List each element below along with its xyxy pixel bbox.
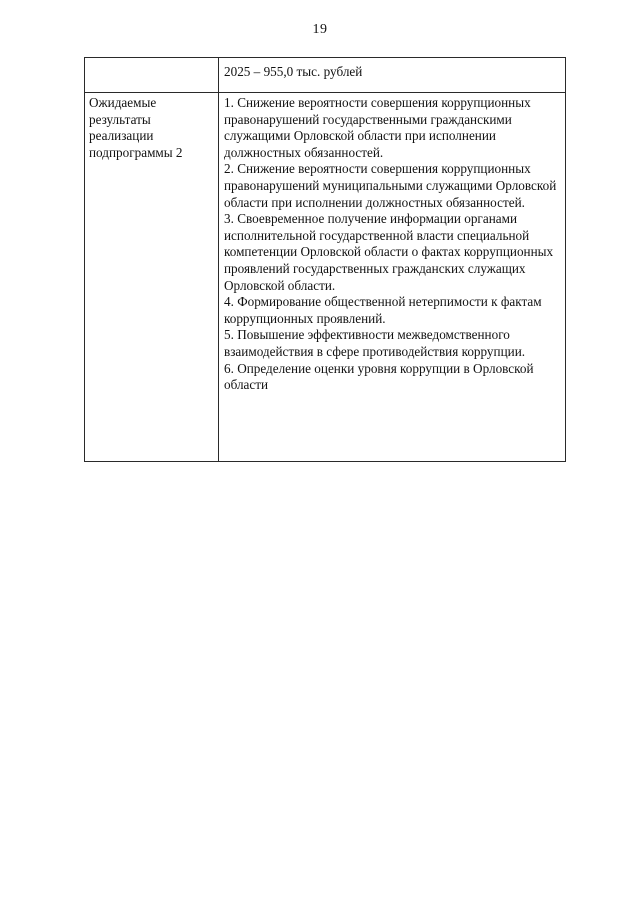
page-number: 19 <box>312 22 328 37</box>
result-item: 3. Своевременное получение информации органами исполнительной государственной власти специальной компетенции Орловской области о фактах коррупционных проявлений государственных гражданских служащих Орловской области. <box>224 211 554 293</box>
table-row-expected-results <box>85 93 566 462</box>
result-item: 1. Снижение вероятности совершения коррупционных правонарушений государственными гражданскими служащими Орловской области при исполнении должностных обязанностей. <box>224 95 531 160</box>
table-row-funding <box>85 58 566 93</box>
result-item: 6. Определение оценки уровня коррупции в Орловской области <box>224 360 534 393</box>
funding-value-cell: 2025 – 955,0 тыс. рублей <box>219 58 566 93</box>
expected-results-label-cell <box>85 93 219 462</box>
result-item: 5. Повышение эффективности межведомственного взаимодействия в сфере противодействия коррупции. <box>224 327 526 359</box>
expected-results-list-cell <box>219 93 566 462</box>
result-item: 2. Снижение вероятности совершения коррупционных правонарушений муниципальными служащими Орловской области при исполнении должностных обязанностей. <box>224 161 557 210</box>
expected-results-label: Ожидаемые результаты реализации подпрограммы 2 <box>89 95 183 160</box>
result-item: 4. Формирование общественной нетерпимости к фактам коррупционных проявлений. <box>224 294 542 326</box>
funding-label-cell <box>85 58 219 93</box>
program-table <box>84 57 566 462</box>
